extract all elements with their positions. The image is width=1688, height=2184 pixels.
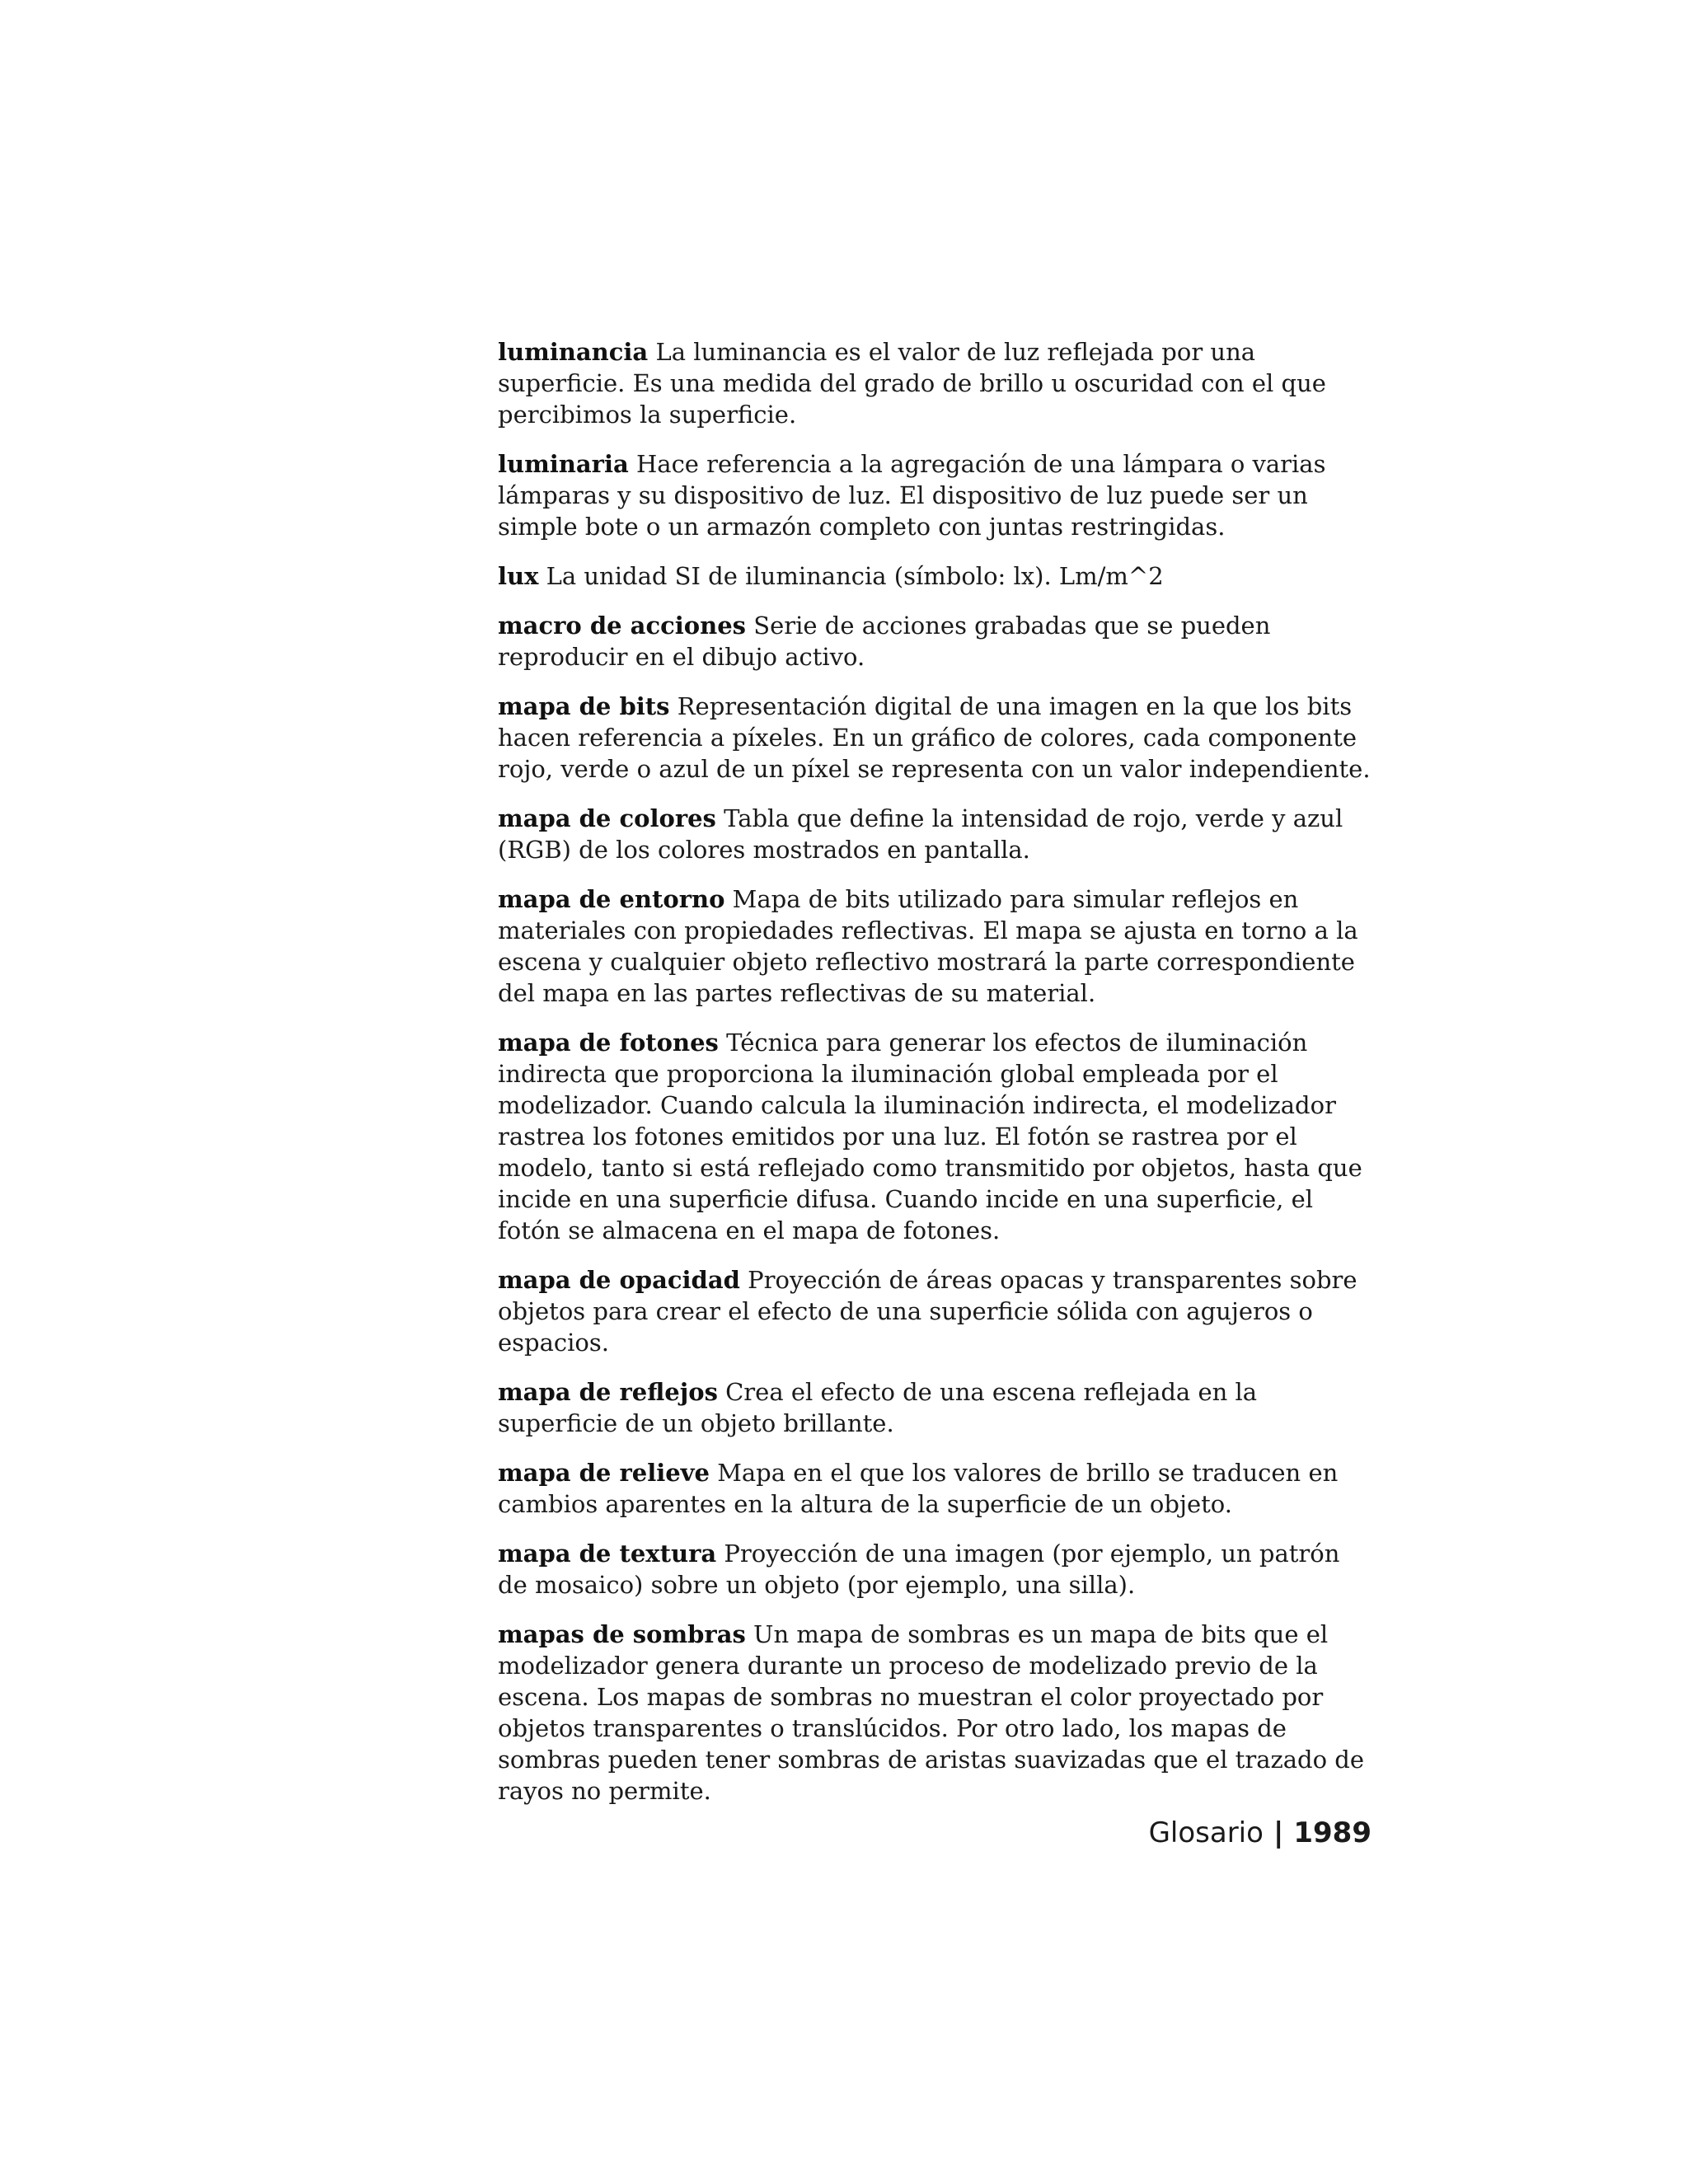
- glossary-entry: [498, 1376, 1372, 1439]
- glossary-entry: [498, 448, 1372, 542]
- footer-separator: |: [1273, 1816, 1284, 1849]
- glossary-term: luminaria: [498, 450, 629, 478]
- glossary-term: mapa de reflejos: [498, 1378, 718, 1406]
- glossary-definition: Tabla que define la intensidad de rojo, verde y azul (RGB) de los colores mostrados en pantalla.: [498, 804, 1343, 864]
- glossary-definition: La luminancia es el valor de luz reflejada por una superficie. Es una medida del grado de brillo u oscuridad con el que percibimos la superficie.: [498, 338, 1326, 429]
- glossary-definition: La unidad SI de iluminancia (símbolo: lx). Lm/m^2: [546, 562, 1164, 590]
- glossary-entry: [498, 883, 1372, 1009]
- glossary-entry: [498, 1027, 1372, 1246]
- glossary-definition: Proyección de áreas opacas y transparentes sobre objetos para crear el efecto de una superficie sólida con agujeros o espacios.: [498, 1266, 1357, 1357]
- page-number: 1989: [1293, 1816, 1372, 1849]
- glossary-definition: Un mapa de sombras es un mapa de bits que el modelizador genera durante un proceso de modelizado previo de la escena. Los mapas de sombras no muestran el color proyectado por objetos transparentes o translúcidos. Por otro lado, los mapas de sombras pueden tener sombras de aristas suavizadas que el trazado de rayos no permite.: [498, 1620, 1365, 1805]
- glossary-term: luminancia: [498, 338, 649, 366]
- glossary-term: mapa de fotones: [498, 1029, 719, 1057]
- glossary-entry: [498, 610, 1372, 673]
- glossary-definition: Mapa en el que los valores de brillo se traducen en cambios aparentes en la altura de la superficie de un objeto.: [498, 1459, 1339, 1518]
- glossary-entry: [498, 560, 1372, 592]
- glossary-entry: [498, 1538, 1372, 1601]
- glossary-term: lux: [498, 562, 539, 590]
- glossary-entry: [498, 1619, 1372, 1807]
- glossary-term: mapa de entorno: [498, 885, 725, 913]
- glossary-definition: Mapa de bits utilizado para simular reflejos en materiales con propiedades reflectivas. El mapa se ajusta en torno a la escena y cualquier objeto reflectivo mostrará la parte correspondiente del mapa en las partes reflectivas de su material.: [498, 885, 1358, 1007]
- glossary-term: mapa de textura: [498, 1540, 717, 1568]
- glossary-entry: [498, 1264, 1372, 1358]
- page-footer: [1149, 1816, 1372, 1849]
- glossary-definition: Hace referencia a la agregación de una lámpara o varias lámparas y su dispositivo de luz. El dispositivo de luz puede ser un simple bote o un armazón completo con juntas restringidas.: [498, 450, 1326, 541]
- glossary-entry: [498, 803, 1372, 865]
- glossary-definition: Representación digital de una imagen en la que los bits hacen referencia a píxeles. En un gráfico de colores, cada componente rojo, verde o azul de un píxel se representa con un valor independiente.: [498, 692, 1371, 783]
- glossary-entry: [498, 691, 1372, 785]
- glossary-list: [498, 336, 1372, 1825]
- glossary-definition: Serie de acciones grabadas que se pueden reproducir en el dibujo activo.: [498, 612, 1271, 671]
- glossary-entry: [498, 1457, 1372, 1520]
- glossary-definition: Técnica para generar los efectos de iluminación indirecta que proporciona la iluminación global empleada por el modelizador. Cuando calcula la iluminación indirecta, el modelizador rastrea los fotones emitidos por una luz. El fotón se rastrea por el modelo, tanto si está reflejado como transmitido por objetos, hasta que incide en una superficie difusa. Cuando incide en una superficie, el fotón se almacena en el mapa de fotones.: [498, 1029, 1362, 1244]
- glossary-term: mapa de bits: [498, 692, 670, 720]
- glossary-entry: [498, 336, 1372, 430]
- glossary-definition: Crea el efecto de una escena reflejada en la superficie de un objeto brillante.: [498, 1378, 1258, 1437]
- glossary-term: mapa de opacidad: [498, 1266, 740, 1294]
- glossary-term: mapa de colores: [498, 804, 716, 832]
- glossary-term: mapas de sombras: [498, 1620, 746, 1648]
- glossary-term: macro de acciones: [498, 612, 747, 640]
- footer-section-title: Glosario: [1148, 1816, 1264, 1849]
- glossary-term: mapa de relieve: [498, 1459, 710, 1487]
- glossary-definition: Proyección de una imagen (por ejemplo, un patrón de mosaico) sobre un objeto (por ejemplo, una silla).: [498, 1540, 1340, 1599]
